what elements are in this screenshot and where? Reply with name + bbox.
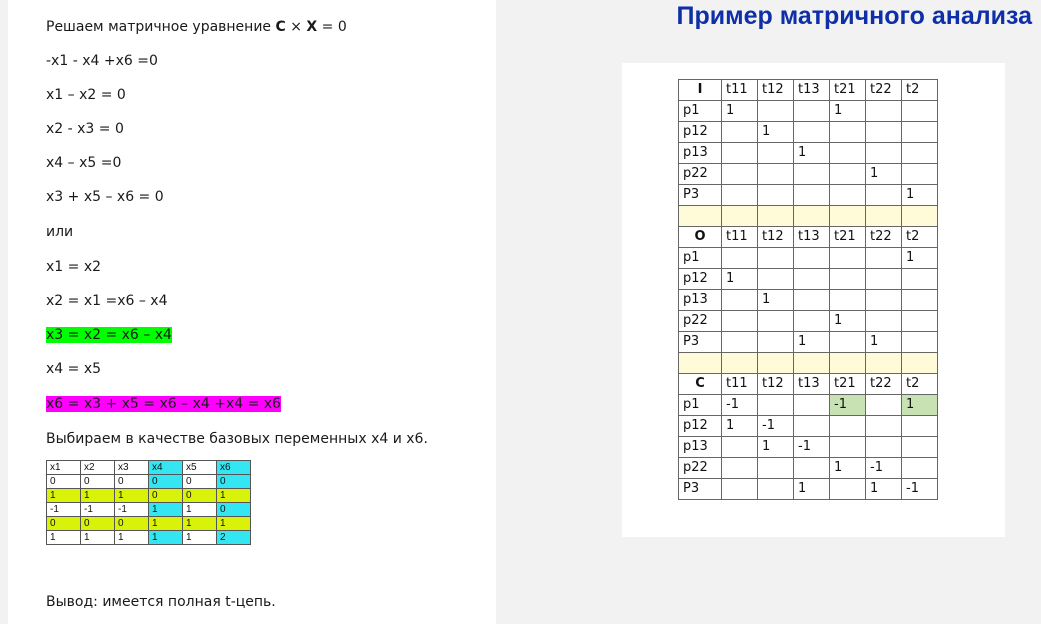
table-cell: 1: [183, 531, 217, 545]
table-cell: 1: [794, 332, 830, 353]
separator-row: [679, 353, 938, 374]
separator-cell: [758, 206, 794, 227]
table-row: [679, 290, 938, 311]
table-cell: [794, 122, 830, 143]
table-cell: [830, 185, 866, 206]
column-header: t11: [722, 374, 758, 395]
table-header-row: [47, 461, 251, 475]
column-header: t2: [902, 80, 938, 101]
table-cell: [758, 311, 794, 332]
table-row: [679, 185, 938, 206]
table-row: [679, 479, 938, 500]
table-cell: 0: [47, 517, 81, 531]
table-row: [679, 269, 938, 290]
table-cell: [758, 458, 794, 479]
table-cell: 1: [794, 479, 830, 500]
table-cell: 1: [81, 531, 115, 545]
block-label-i: I: [679, 80, 722, 101]
table-row: [47, 503, 251, 517]
table-cell: 1: [794, 143, 830, 164]
table-cell: [830, 437, 866, 458]
separator-cell: [679, 353, 722, 374]
table-cell: -1: [115, 503, 149, 517]
table-cell: [722, 290, 758, 311]
block-header-row: [679, 80, 938, 101]
table-cell: 1: [722, 416, 758, 437]
column-header: t21: [830, 374, 866, 395]
separator-cell: [794, 353, 830, 374]
table-cell: [866, 248, 902, 269]
table-row: [47, 475, 251, 489]
table-cell: 1: [149, 517, 183, 531]
matrix-x: X: [306, 19, 318, 35]
table-cell: [830, 164, 866, 185]
table-cell: [902, 101, 938, 122]
table-cell: [722, 332, 758, 353]
table-cell: [722, 311, 758, 332]
table-cell: 1: [830, 101, 866, 122]
block-label-c: C: [679, 374, 722, 395]
conclusion-text: Вывод: имеется полная t-цепь.: [46, 594, 276, 610]
equation-2: x1 – x2 = 0: [46, 87, 126, 103]
table-cell: [794, 311, 830, 332]
table-cell: [794, 458, 830, 479]
row-label: p22: [679, 458, 722, 479]
table-row: [679, 122, 938, 143]
solution-5-highlight: x6 = x3 + x5 = x6 – x4 +x4 = x6: [46, 396, 281, 412]
table-cell: [866, 290, 902, 311]
separator-cell: [830, 353, 866, 374]
table-cell: [722, 185, 758, 206]
table-cell: [722, 122, 758, 143]
table-cell: [866, 185, 902, 206]
table-cell: [902, 311, 938, 332]
column-header: t11: [722, 227, 758, 248]
table-row: [679, 164, 938, 185]
incidence-table: [678, 79, 938, 500]
table-cell: [758, 101, 794, 122]
solution-1: x1 = x2: [46, 259, 102, 275]
table-cell: 0: [81, 517, 115, 531]
table-cell: -1: [758, 416, 794, 437]
row-label: p12: [679, 416, 722, 437]
row-label: p12: [679, 269, 722, 290]
table-cell: 1: [902, 248, 938, 269]
row-label: p1: [679, 101, 722, 122]
table-cell: 0: [217, 475, 251, 489]
intro-text: Решаем матричное уравнение: [46, 19, 276, 35]
table-cell: [830, 122, 866, 143]
column-header: t12: [758, 227, 794, 248]
table-row: [679, 143, 938, 164]
table-cell: [902, 332, 938, 353]
row-label: p13: [679, 290, 722, 311]
table-cell: [794, 164, 830, 185]
table-cell: [758, 395, 794, 416]
table-cell: 2: [217, 531, 251, 545]
solution-5: [46, 395, 281, 413]
block-label-o: O: [679, 227, 722, 248]
table-cell: [866, 416, 902, 437]
column-header: t13: [794, 227, 830, 248]
block-header-row: [679, 374, 938, 395]
table-row: [679, 248, 938, 269]
column-header: t22: [866, 80, 902, 101]
equation-3: x2 - x3 = 0: [46, 121, 124, 137]
column-header: t13: [794, 80, 830, 101]
table-cell: 1: [47, 531, 81, 545]
header-cell: x5: [183, 461, 217, 475]
column-header: t12: [758, 374, 794, 395]
table-cell: 1: [115, 489, 149, 503]
table-cell: [902, 416, 938, 437]
table-cell: [722, 458, 758, 479]
table-cell: 0: [183, 475, 217, 489]
solution-2: x2 = x1 =x6 – x4: [46, 293, 168, 309]
table-cell: [758, 164, 794, 185]
column-header: t21: [830, 227, 866, 248]
row-label: p1: [679, 395, 722, 416]
slide-title: Пример матричного анализа: [676, 2, 1032, 30]
table-row: [679, 332, 938, 353]
table-cell: [866, 311, 902, 332]
separator-row: [679, 206, 938, 227]
table-cell: 1: [758, 122, 794, 143]
header-cell: x6: [217, 461, 251, 475]
separator-cell: [722, 206, 758, 227]
table-row: [679, 416, 938, 437]
table-cell: 0: [149, 489, 183, 503]
table-cell: 1: [722, 101, 758, 122]
table-cell: 1: [149, 503, 183, 517]
separator-cell: [902, 353, 938, 374]
table-cell: 1: [902, 185, 938, 206]
table-cell: [902, 164, 938, 185]
separator-cell: [794, 206, 830, 227]
table-cell: -1: [794, 437, 830, 458]
separator-cell: [758, 353, 794, 374]
solution-table: [46, 460, 251, 545]
table-cell: 0: [81, 475, 115, 489]
table-cell: 0: [47, 475, 81, 489]
equation-4: x4 – x5 =0: [46, 155, 122, 171]
block-header-row: [679, 227, 938, 248]
intro-line: [46, 18, 347, 36]
table-cell: [794, 185, 830, 206]
column-header: t11: [722, 80, 758, 101]
solution-3: [46, 326, 172, 344]
or-word: или: [46, 224, 74, 240]
table-cell: [830, 269, 866, 290]
row-label: p13: [679, 437, 722, 458]
table-cell: [758, 332, 794, 353]
separator-cell: [679, 206, 722, 227]
header-cell: x1: [47, 461, 81, 475]
table-cell: [758, 269, 794, 290]
table-row: [679, 395, 938, 416]
separator-cell: [830, 206, 866, 227]
table-cell: 0: [115, 517, 149, 531]
table-cell: 1: [183, 517, 217, 531]
table-cell: 0: [217, 503, 251, 517]
table-cell: [794, 290, 830, 311]
equation-1: -x1 - x4 +x6 =0: [46, 53, 158, 69]
table-cell: -1: [830, 395, 866, 416]
table-cell: [722, 248, 758, 269]
separator-cell: [866, 206, 902, 227]
basis-text: Выбираем в качестве базовых переменных x4 и x6.: [46, 431, 428, 447]
table-cell: [902, 143, 938, 164]
column-header: t2: [902, 227, 938, 248]
table-cell: -1: [47, 503, 81, 517]
row-label: P3: [679, 185, 722, 206]
equation-5: x3 + x5 – x6 = 0: [46, 189, 164, 205]
table-cell: [866, 101, 902, 122]
table-cell: -1: [866, 458, 902, 479]
table-cell: 1: [830, 311, 866, 332]
table-row: [679, 101, 938, 122]
table-cell: [758, 143, 794, 164]
column-header: t2: [902, 374, 938, 395]
table-cell: 1: [758, 437, 794, 458]
table-cell: 1: [81, 489, 115, 503]
solution-3-highlight: x3 = x2 = x6 – x4: [46, 327, 172, 343]
row-label: P3: [679, 479, 722, 500]
header-cell: x2: [81, 461, 115, 475]
equals-zero: = 0: [317, 19, 347, 35]
table-cell: [722, 164, 758, 185]
table-cell: [866, 437, 902, 458]
table-cell: 0: [115, 475, 149, 489]
matrix-c: C: [275, 19, 286, 35]
table-cell: [794, 101, 830, 122]
table-cell: -1: [902, 479, 938, 500]
column-header: t22: [866, 227, 902, 248]
table-cell: [830, 248, 866, 269]
column-header: t21: [830, 80, 866, 101]
table-cell: [902, 122, 938, 143]
table-cell: -1: [722, 395, 758, 416]
table-row: [679, 437, 938, 458]
table-row: [47, 517, 251, 531]
column-header: t13: [794, 374, 830, 395]
table-cell: [758, 479, 794, 500]
table-row: [47, 531, 251, 545]
table-cell: 1: [866, 164, 902, 185]
table-cell: [866, 269, 902, 290]
table-cell: [902, 458, 938, 479]
table-cell: 1: [149, 531, 183, 545]
table-cell: [830, 416, 866, 437]
table-row: [47, 489, 251, 503]
incidence-matrix-card: [622, 63, 1005, 537]
table-cell: [830, 143, 866, 164]
table-cell: 1: [115, 531, 149, 545]
separator-cell: [866, 353, 902, 374]
table-cell: 1: [183, 503, 217, 517]
table-cell: [866, 122, 902, 143]
separator-cell: [902, 206, 938, 227]
table-cell: [866, 395, 902, 416]
table-cell: 1: [758, 290, 794, 311]
table-cell: [794, 248, 830, 269]
table-cell: [902, 437, 938, 458]
table-row: [679, 458, 938, 479]
table-cell: [722, 143, 758, 164]
row-label: p1: [679, 248, 722, 269]
table-cell: -1: [81, 503, 115, 517]
table-cell: [830, 290, 866, 311]
column-header: t22: [866, 374, 902, 395]
table-cell: 1: [866, 479, 902, 500]
table-cell: 1: [830, 458, 866, 479]
table-cell: [830, 479, 866, 500]
table-cell: [722, 479, 758, 500]
row-label: P3: [679, 332, 722, 353]
times-sign: ×: [285, 19, 307, 35]
table-cell: [866, 143, 902, 164]
table-cell: [902, 269, 938, 290]
table-cell: 1: [722, 269, 758, 290]
table-cell: 1: [866, 332, 902, 353]
table-row: [679, 311, 938, 332]
table-cell: [794, 395, 830, 416]
table-cell: 1: [902, 395, 938, 416]
column-header: t12: [758, 80, 794, 101]
row-label: p22: [679, 164, 722, 185]
table-cell: 0: [183, 489, 217, 503]
separator-cell: [722, 353, 758, 374]
table-cell: 1: [217, 517, 251, 531]
table-cell: [794, 416, 830, 437]
solution-4: x4 = x5: [46, 361, 102, 377]
table-cell: [902, 290, 938, 311]
row-label: p13: [679, 143, 722, 164]
row-label: p12: [679, 122, 722, 143]
header-cell: x3: [115, 461, 149, 475]
header-cell: x4: [149, 461, 183, 475]
table-cell: [830, 332, 866, 353]
table-cell: [758, 185, 794, 206]
table-cell: 0: [149, 475, 183, 489]
table-cell: 1: [217, 489, 251, 503]
table-cell: 1: [47, 489, 81, 503]
row-label: p22: [679, 311, 722, 332]
left-panel: [8, 0, 496, 624]
table-cell: [722, 437, 758, 458]
table-cell: [758, 248, 794, 269]
table-cell: [794, 269, 830, 290]
